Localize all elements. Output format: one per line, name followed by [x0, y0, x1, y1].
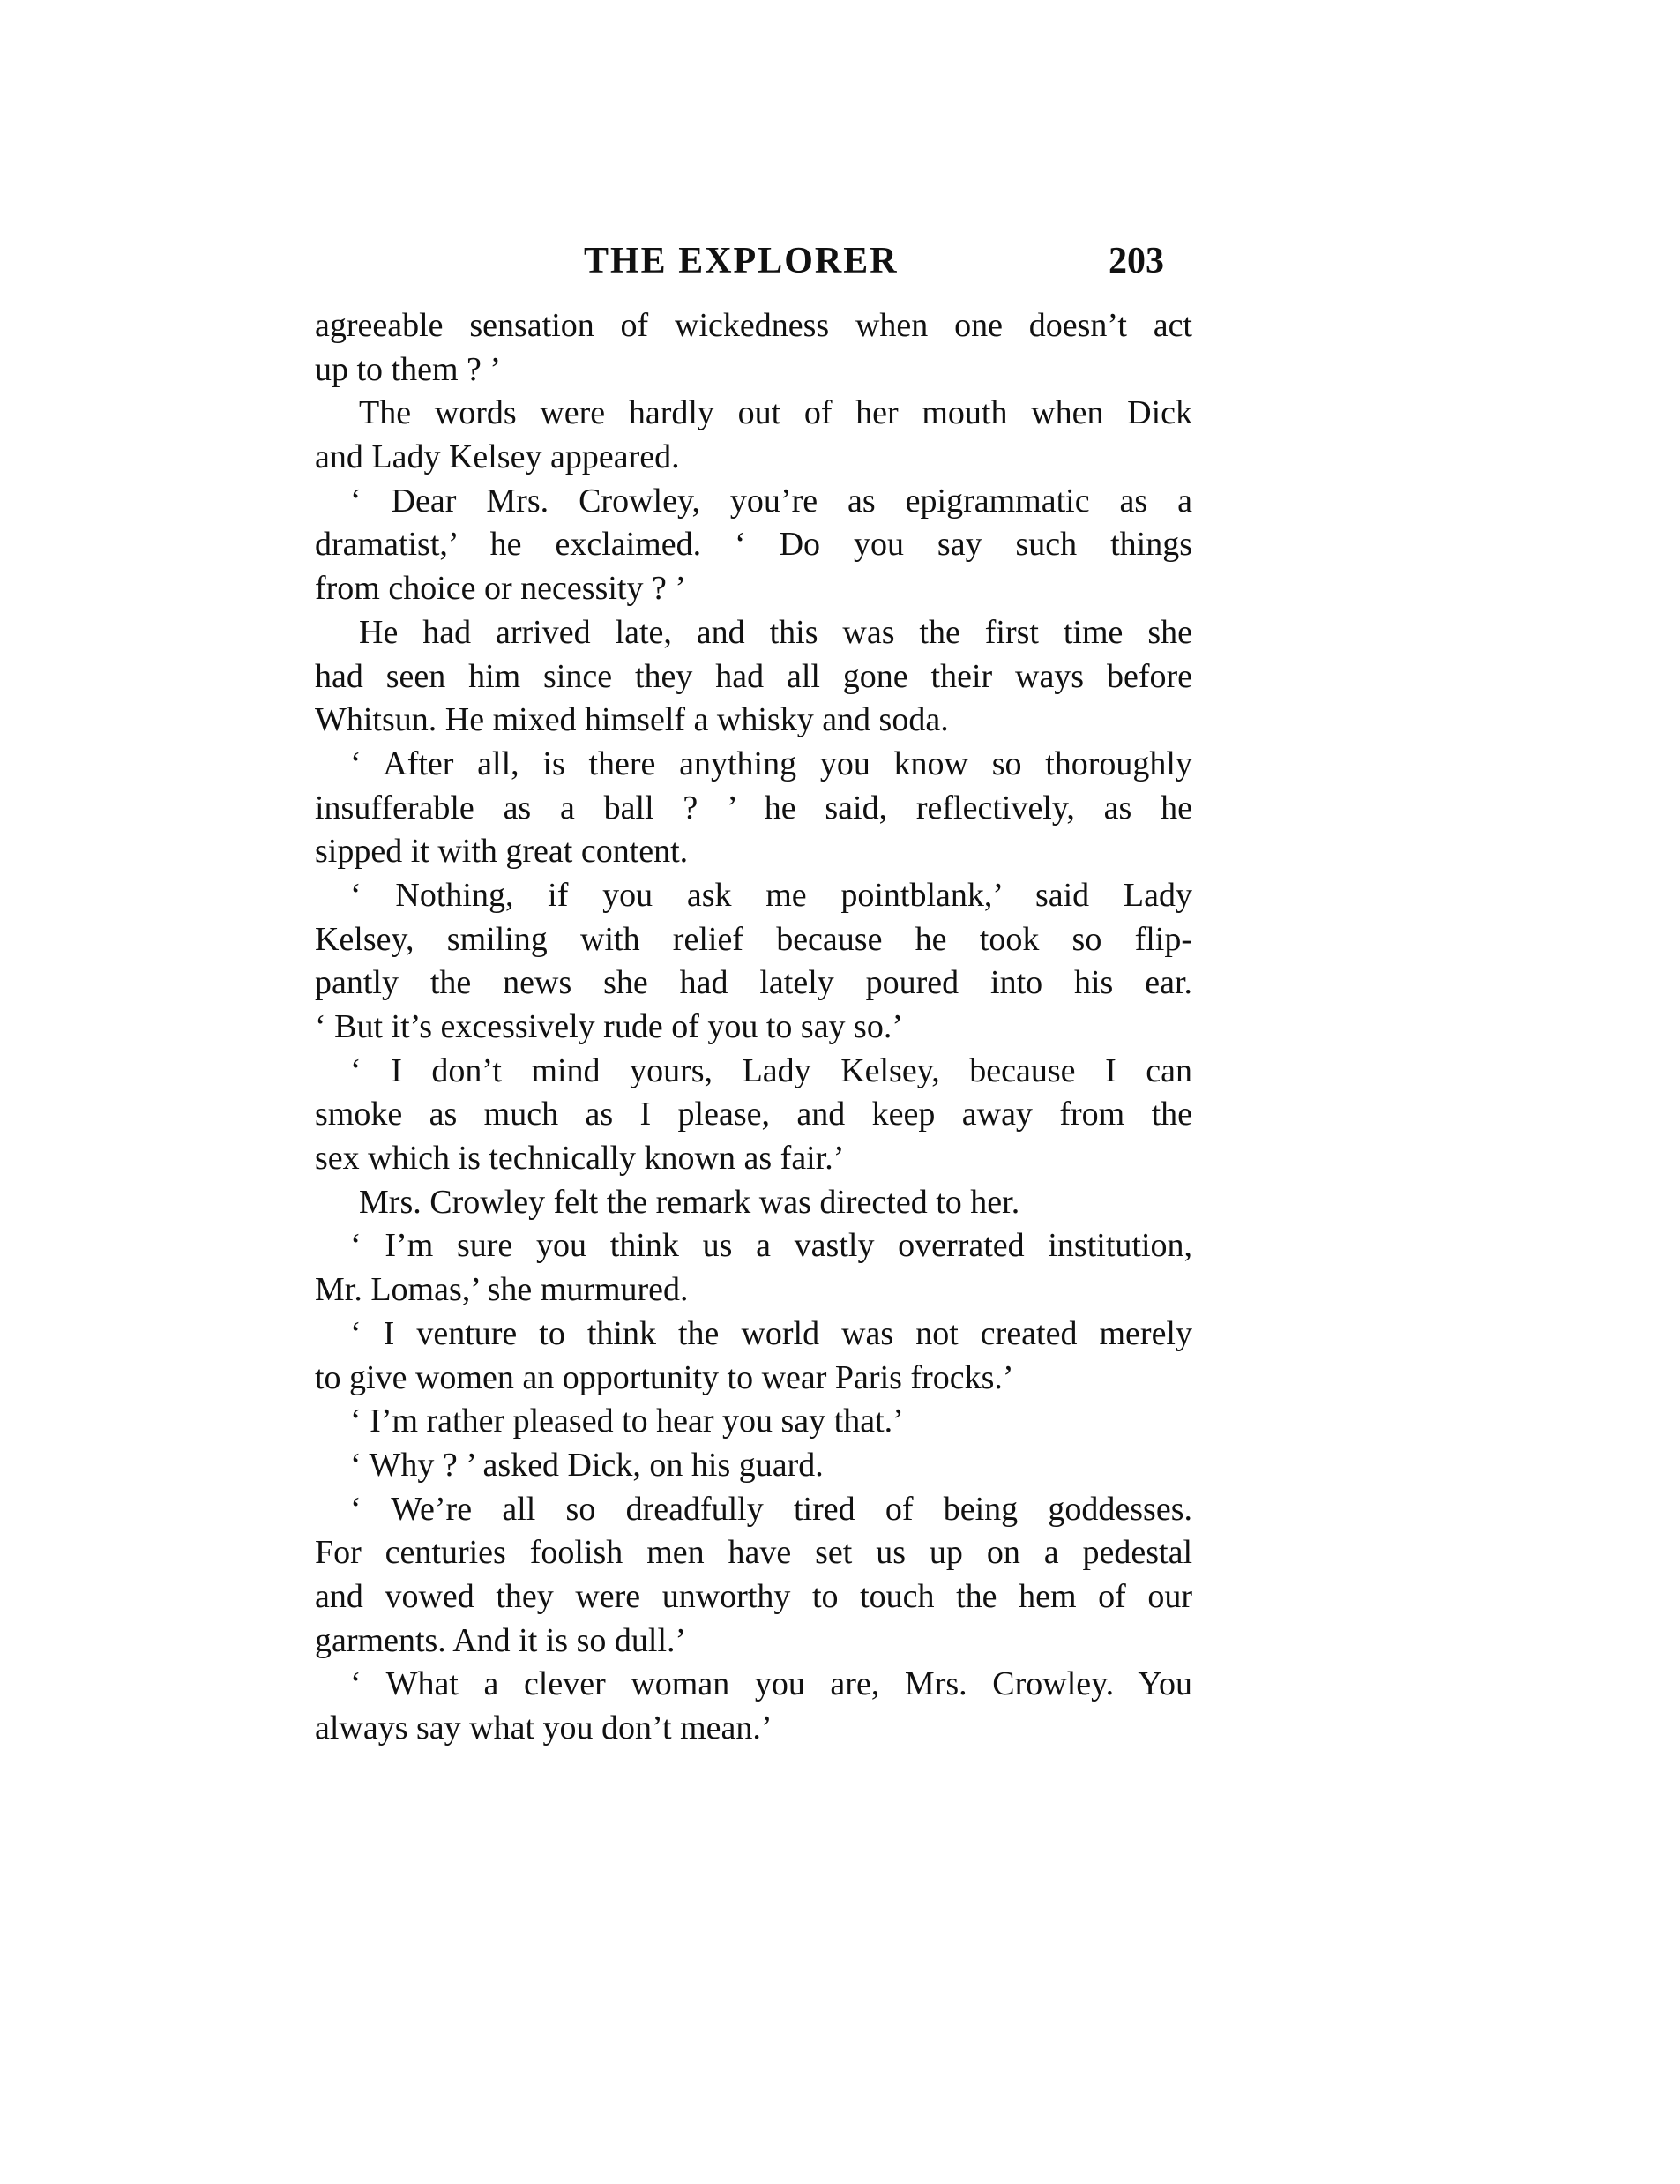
- text-line: The words were hardly out of her mouth when Dick: [359, 394, 1192, 432]
- text-line: always say what you don’t mean.’: [315, 1709, 773, 1746]
- text-line: For centuries foolish men have set us up on a pedestal: [315, 1534, 1192, 1572]
- text-line: Kelsey, smiling with relief because he took so flip-: [315, 920, 1192, 958]
- text-line: ‘ Nothing, if you ask me pointblank,’ said Lady: [350, 876, 1192, 914]
- text-line: insufferable as a ball ? ’ he said, reflectively, as he: [315, 789, 1192, 826]
- text-line: ‘ I’m sure you think us a vastly overrated institution,: [350, 1227, 1192, 1265]
- page-header: [315, 231, 1197, 293]
- text-line: ‘ Dear Mrs. Crowley, you’re as epigrammatic as a: [350, 482, 1192, 520]
- text-line: up to them ? ’: [315, 350, 502, 388]
- text-line: had seen him since they had all gone their ways before: [315, 657, 1192, 695]
- text-line: ‘ I’m rather pleased to hear you say that.’: [350, 1402, 904, 1440]
- text-line: ‘ I venture to think the world was not created merely: [350, 1314, 1192, 1352]
- text-line: and Lady Kelsey appeared.: [315, 438, 680, 476]
- text-line: ‘ But it’s excessively rude of you to say so.’: [315, 1008, 904, 1045]
- text-line: ‘ After all, is there anything you know so thoroughly: [350, 744, 1192, 782]
- text-line: sex which is technically known as fair.’: [315, 1140, 845, 1178]
- text-line: sipped it with great content.: [315, 833, 689, 871]
- text-line: ‘ I don’t mind yours, Lady Kelsey, because I can: [350, 1051, 1192, 1089]
- text-line: garments. And it is so dull.’: [315, 1621, 687, 1659]
- text-line: smoke as much as I please, and keep away from the: [315, 1096, 1192, 1133]
- text-line: ‘ Why ? ’ asked Dick, on his guard.: [350, 1446, 824, 1484]
- page-number: 203: [1109, 241, 1164, 281]
- text-line: Whitsun. He mixed himself a whisky and soda.: [315, 701, 949, 739]
- text-line: Mrs. Crowley felt the remark was directed to her.: [359, 1183, 1020, 1221]
- text-line: Mr. Lomas,’ she murmured.: [315, 1271, 689, 1309]
- text-line: pantly the news she had lately poured into his ear.: [315, 964, 1192, 1002]
- text-line: ‘ We’re all so dreadfully tired of being goddesses.: [350, 1490, 1192, 1528]
- text-line: to give women an opportunity to wear Paris frocks.’: [315, 1358, 1014, 1396]
- body-text: [315, 304, 1192, 1751]
- text-line: dramatist,’ he exclaimed. ‘ Do you say such things: [315, 526, 1192, 564]
- text-line: ‘ What a clever woman you are, Mrs. Crowley. You: [350, 1665, 1192, 1703]
- running-head: THE EXPLORER: [584, 241, 899, 281]
- text-line: He had arrived late, and this was the first time she: [359, 613, 1192, 651]
- text-line: agreeable sensation of wickedness when one doesn’t act: [315, 307, 1192, 344]
- text-line: and vowed they were unworthy to touch the hem of our: [315, 1577, 1192, 1615]
- text-line: from choice or necessity ? ’: [315, 570, 686, 608]
